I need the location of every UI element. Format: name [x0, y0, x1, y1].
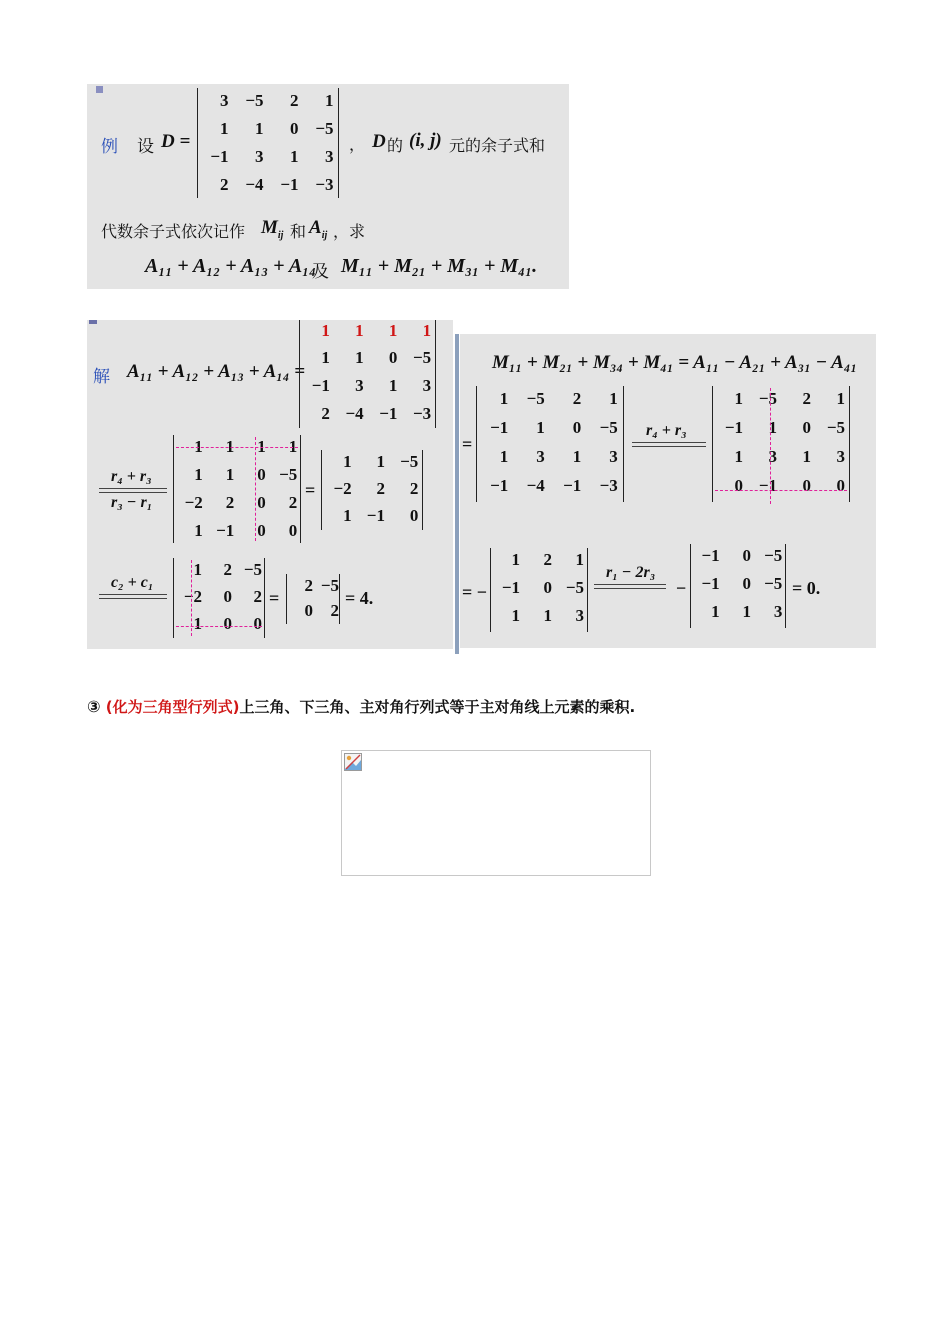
equals-sign: =: [269, 588, 280, 608]
matrix-right-3: 1 2 1 −1 0 −5 1 1 3: [490, 548, 588, 632]
example-ji: 及: [312, 262, 329, 282]
solution-right-header: M₁₁ + M₂₁ + M₃₄ + M₄₁ = A₁₁ − A₂₁ + A₃₁ − A₄₁: [492, 352, 858, 373]
equals-sign: =: [305, 480, 316, 500]
bullet-square-icon: [89, 320, 97, 324]
example-tail2: 元的余子式和: [449, 136, 546, 155]
matrix-right-4: −1 0 −5 −1 0 −5 1 1 3: [690, 544, 786, 628]
example-d-eq: D =: [161, 131, 191, 152]
solution-right-panel: [460, 334, 876, 648]
matrix-left-4: 1 2 −5 −2 0 2 1 0 0: [173, 558, 265, 638]
bullet-square-icon: [96, 86, 103, 93]
matrix-left-3: 1 1 −5 −2 2 2 1 −1 0: [321, 450, 423, 530]
equals-sign: =: [462, 434, 473, 454]
example-he: 和: [290, 222, 307, 241]
example-d-of: D: [372, 131, 386, 152]
note-red-text: (化为三角型行列式): [105, 698, 240, 716]
example-set: 设: [137, 137, 154, 157]
example-sum-m: M₁₁ + M₂₁ + M₃₁ + M₄₁.: [341, 255, 538, 277]
circle-number: ③: [87, 697, 101, 716]
op-double-line: [99, 594, 167, 599]
example-qiu: ，求: [333, 222, 366, 241]
image-placeholder: [341, 750, 651, 876]
matrix-left-1: 1 1 1 1 1 1 0 −5 −1 3 1 3 2 −4 −1 −3: [299, 320, 436, 428]
minus-sign: −: [676, 578, 687, 598]
solution-left-lhs: A₁₁ + A₁₂ + A₁₃ + A₁₄ =: [127, 361, 306, 382]
matrix-right-1: 1 −5 2 1 −1 1 0 −5 1 3 1 3 −1 −4 −1 −3: [476, 386, 624, 502]
broken-image-icon: [344, 753, 362, 771]
highlight-col-line: [191, 560, 192, 636]
op-r4-plus-r3: r₄ + r₃: [111, 468, 152, 485]
result-zero: = 0.: [792, 578, 821, 598]
matrix-left-2: 1 1 1 1 1 1 0 −5 −2 2 0 2 1 −1 0 0: [173, 435, 301, 543]
example-sum-a: A₁₁ + A₁₂ + A₁₃ + A₁₄: [145, 255, 317, 277]
example-comma: ，: [349, 135, 366, 154]
matrix-right-2: 1 −5 2 1 −1 1 0 −5 1 3 1 3 0 −1 0 0: [712, 386, 850, 502]
example-ij: (i, j): [409, 130, 442, 151]
highlight-col-line: [770, 388, 771, 504]
solution-label: 解: [93, 367, 110, 387]
equals-minus-sign: = −: [462, 582, 488, 602]
example-panel: [87, 84, 569, 289]
example-of-text: 的: [387, 136, 404, 155]
panel-divider: [455, 334, 459, 654]
note-body: 上三角、下三角、主对角行列式等于主对角线上元素的乘积.: [239, 698, 636, 716]
example-line2: 代数余子式依次记作: [101, 222, 246, 241]
matrix-d: 3 −5 2 1 1 1 0 −5 −1 3 1 3 2 −4 −1 −3: [197, 88, 339, 198]
result-value: = 4.: [345, 588, 374, 608]
op-c2-plus-c1: c₂ + c₁: [111, 574, 154, 591]
matrix-left-5: 2 −5 0 2: [286, 574, 340, 624]
highlight-row-line: [176, 626, 262, 627]
note-line: [87, 696, 635, 717]
op-r4-plus-r3-right: r₄ + r₃: [646, 422, 687, 439]
op-r3-minus-r1: r₃ − r₁: [111, 494, 153, 511]
op-double-line: [594, 584, 666, 589]
op-double-line: [99, 488, 167, 493]
highlight-col-line: [255, 437, 256, 541]
example-a-ij: $A_{ij}$: [309, 217, 328, 241]
highlight-row-line: [176, 447, 298, 448]
example-m-ij: $M_{ij}$: [261, 217, 284, 241]
example-label: 例: [101, 137, 118, 157]
solution-left-panel: [87, 320, 453, 649]
highlight-row-line: [715, 490, 847, 491]
op-r1-minus-2r3: r₁ − 2r₃: [606, 564, 656, 581]
op-double-line: [632, 442, 706, 447]
